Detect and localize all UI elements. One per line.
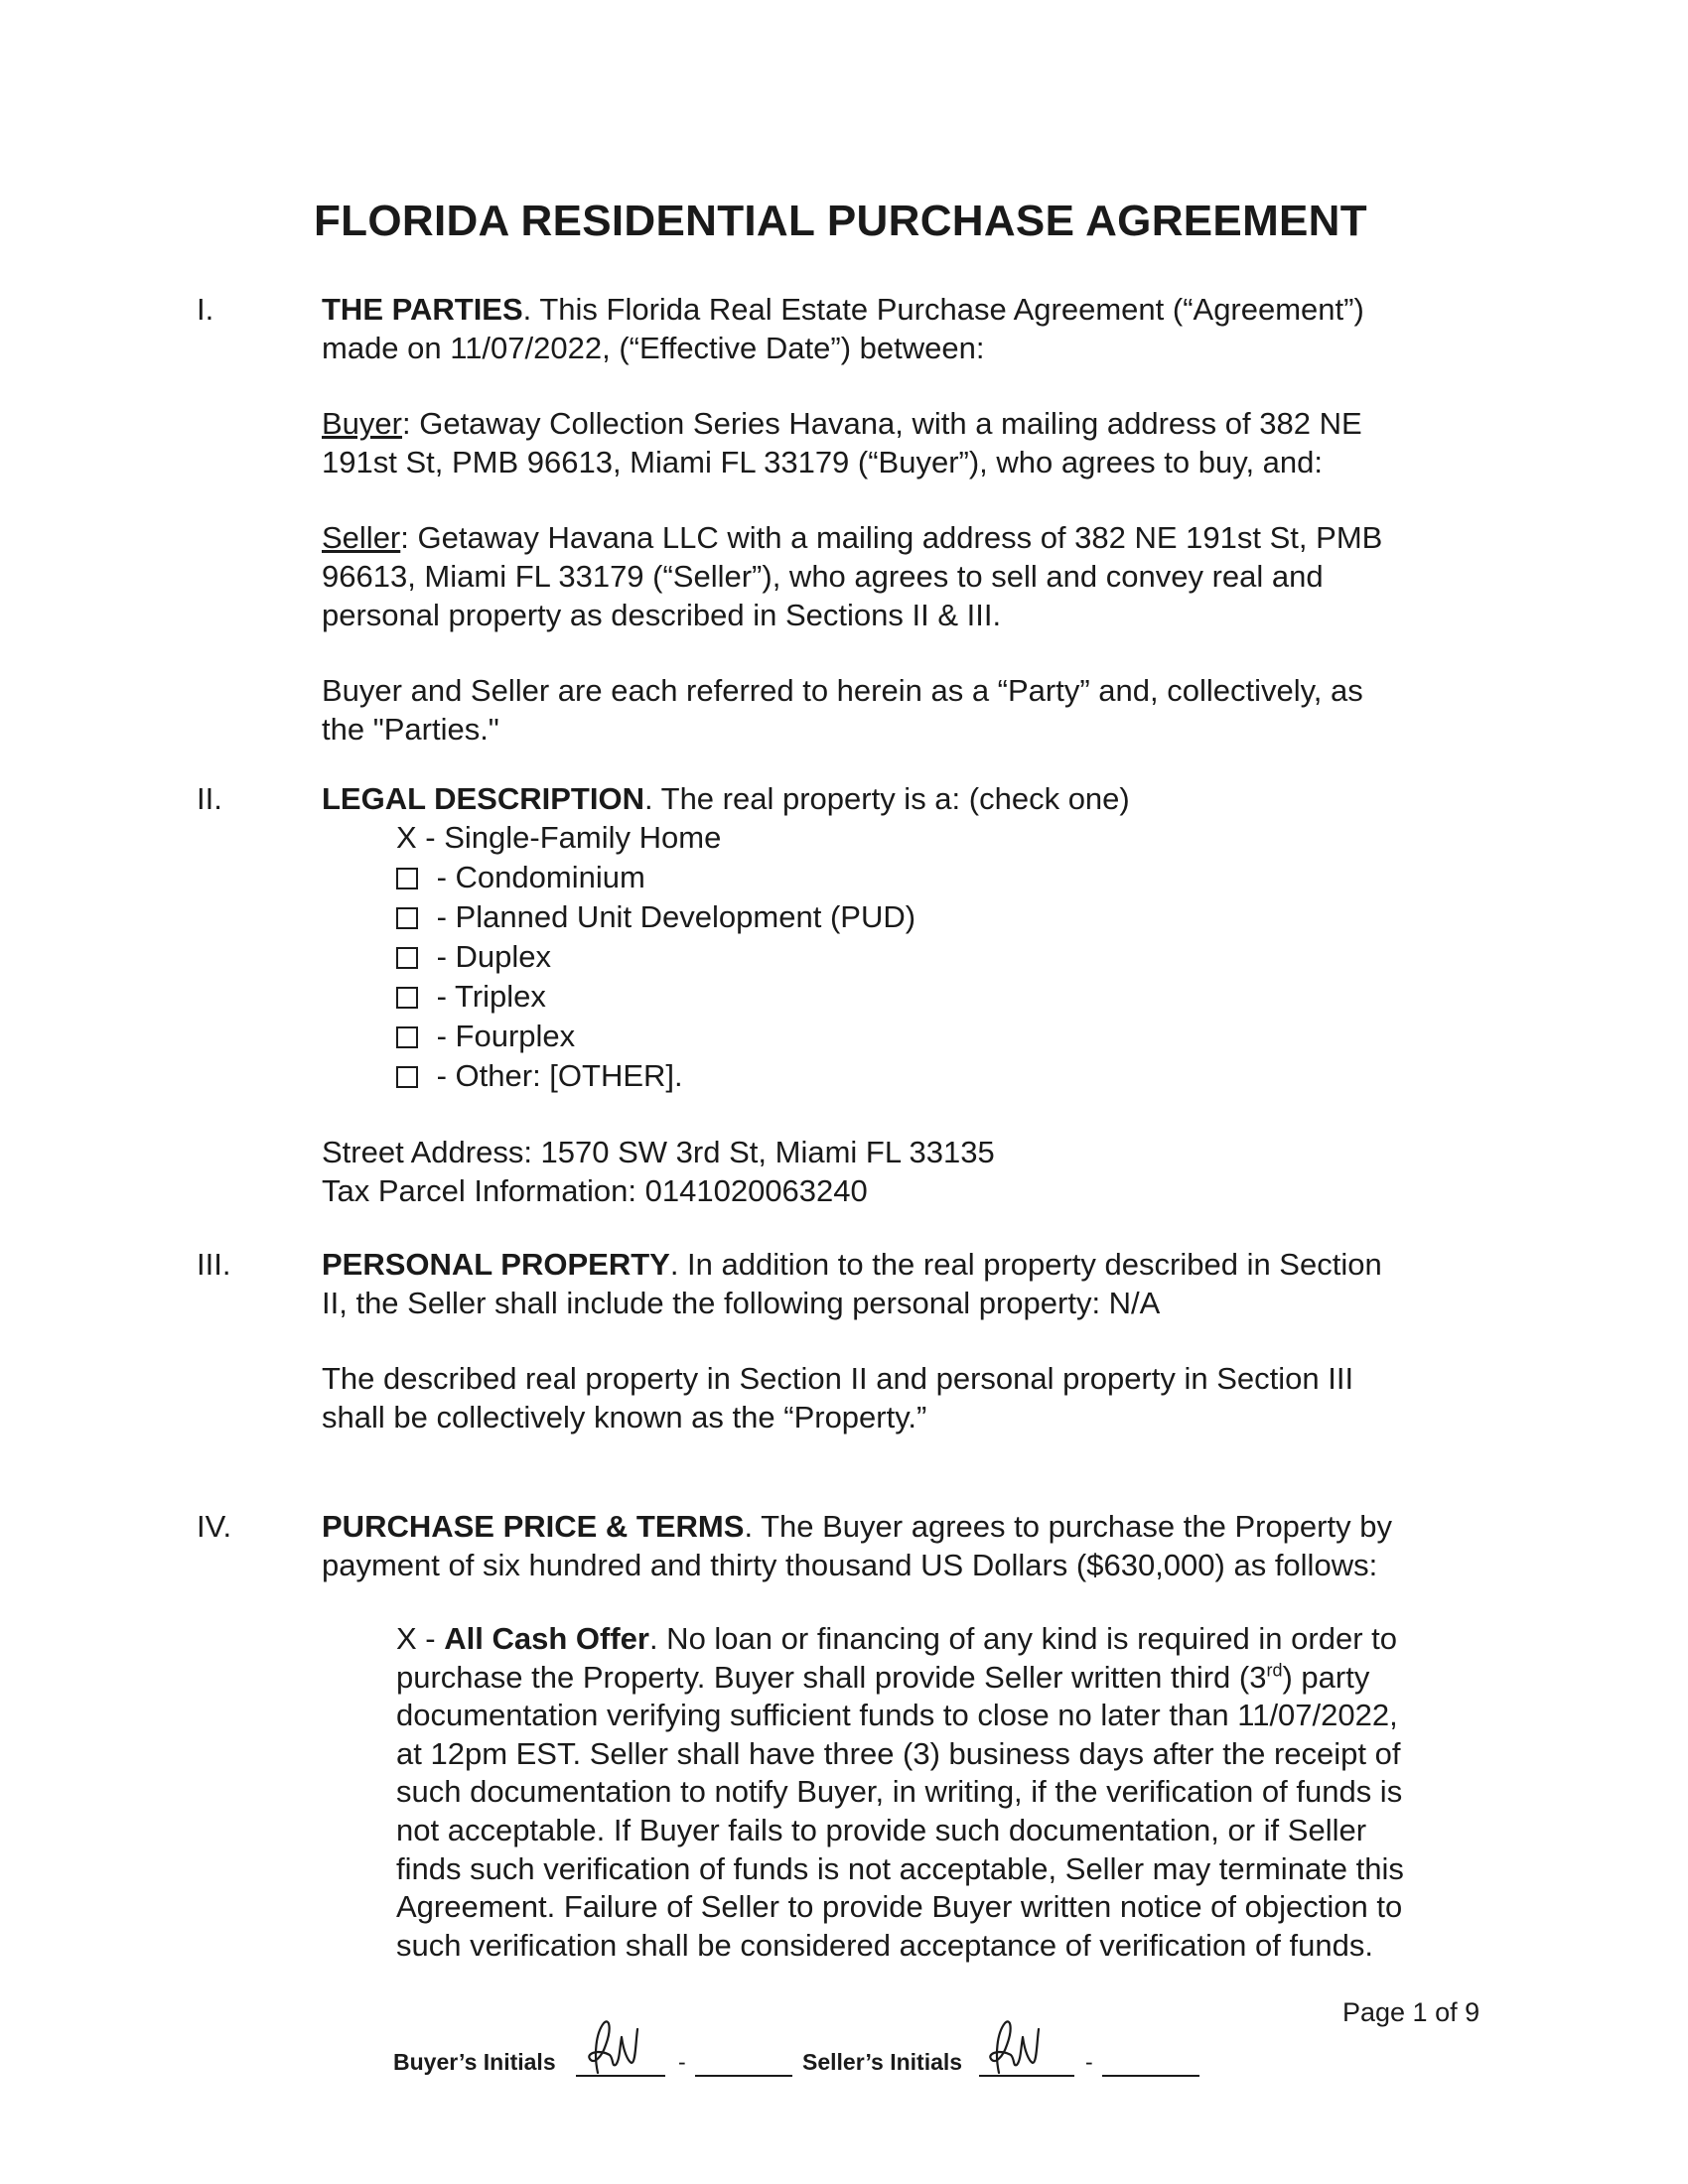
option-label: - Triplex — [428, 979, 546, 1014]
section-text: The described real property in Section II and personal property in Section III — [322, 1361, 1354, 1396]
checkbox-icon — [396, 907, 418, 929]
section-text: payment of six hundred and thirty thousand US Dollars ($630,000) as follows: — [322, 1548, 1378, 1582]
option-label: - Fourplex — [428, 1019, 576, 1053]
buyer-label: Buyer — [322, 406, 402, 441]
initials-separator: - — [678, 2049, 686, 2075]
buyer-initials-line-1[interactable] — [576, 2075, 665, 2077]
cash-offer-text: Agreement. Failure of Seller to provide Buyer written notice of objection to — [396, 1889, 1403, 1925]
property-option-fourplex[interactable] — [396, 1017, 1474, 1056]
buyer-text: 191st St, PMB 96613, Miami FL 33179 (“Buyer”), who agrees to buy, and: — [322, 445, 1323, 479]
section-body — [322, 1507, 1474, 1584]
checked-mark: X — [396, 820, 417, 855]
intro-text: . The real property is a: (check one) — [643, 781, 1130, 816]
seller-text: personal property as described in Sections II & III. — [322, 598, 1002, 632]
checkbox-icon — [396, 868, 418, 889]
document-title: FLORIDA RESIDENTIAL PURCHASE AGREEMENT — [314, 197, 1367, 245]
seller-initials-signature — [979, 2015, 1078, 2075]
cash-offer-text: purchase the Property. Buyer shall provide Seller written third (3 — [396, 1659, 1267, 1695]
cash-offer-text: ) party — [1282, 1659, 1370, 1695]
section-body — [322, 779, 1474, 1210]
all-cash-offer-paragraph — [396, 1620, 1488, 1965]
section-text: . In addition to the real property described in Section — [669, 1247, 1382, 1282]
checkbox-icon — [396, 987, 418, 1009]
section-heading: PURCHASE PRICE & TERMS — [322, 1509, 745, 1544]
cash-offer-text: such verification shall be considered acceptance of verification of funds. — [396, 1927, 1373, 1963]
buyer-text: : Getaway Collection Series Havana, with a mailing address of 382 NE — [401, 406, 1362, 441]
section-body — [322, 290, 1474, 749]
option-label: - Planned Unit Development (PUD) — [428, 899, 916, 934]
cash-offer-text: such documentation to notify Buyer, in writing, if the verification of funds is — [396, 1774, 1403, 1810]
cash-offer-heading: All Cash Offer — [444, 1621, 649, 1656]
superscript: rd — [1266, 1660, 1283, 1681]
option-label: - Other: [OTHER]. — [428, 1058, 683, 1093]
property-option-triplex[interactable] — [396, 977, 1474, 1017]
option-label: - Single-Family Home — [416, 820, 722, 855]
seller-initials-label: Seller’s Initials — [802, 2049, 963, 2075]
buyer-initials-line-2[interactable] — [695, 2075, 792, 2077]
section-text: II, the Seller shall include the following personal property: N/A — [322, 1286, 1161, 1320]
section-body — [322, 1245, 1474, 1436]
section-number: I. — [197, 292, 214, 327]
option-label: - Condominium — [428, 860, 645, 894]
checkbox-icon — [396, 1026, 418, 1048]
seller-text: 96613, Miami FL 33179 (“Seller”), who agrees to sell and convey real and — [322, 559, 1324, 594]
street-address: Street Address: 1570 SW 3rd St, Miami FL 33135 — [322, 1135, 995, 1169]
section-number: IV. — [197, 1509, 232, 1544]
parties-text: Buyer and Seller are each referred to herein as a “Party” and, collectively, as — [322, 673, 1363, 708]
property-option-single-family[interactable] — [396, 818, 1474, 858]
cash-offer-text: finds such verification of funds is not acceptable, Seller may terminate this — [396, 1850, 1404, 1886]
initials-separator: - — [1085, 2049, 1093, 2075]
cash-offer-text: not acceptable. If Buyer fails to provide such documentation, or if Seller — [396, 1812, 1367, 1847]
property-option-pud[interactable] — [396, 897, 1474, 937]
buyer-initials-label: Buyer’s Initials — [393, 2049, 556, 2075]
section-text: . The Buyer agrees to purchase the Property by — [744, 1509, 1392, 1544]
checkbox-icon — [396, 1066, 418, 1088]
section-number: II. — [197, 781, 222, 816]
seller-initials-line-2[interactable] — [1102, 2075, 1199, 2077]
parties-text: the "Parties." — [322, 712, 499, 747]
section-heading: THE PARTIES — [322, 292, 523, 327]
intro-text: made on 11/07/2022, (“Effective Date”) between: — [322, 331, 985, 365]
seller-initials-line-1[interactable] — [979, 2075, 1074, 2077]
tax-parcel: Tax Parcel Information: 0141020063240 — [322, 1173, 868, 1208]
cash-offer-text: at 12pm EST. Seller shall have three (3) business days after the receipt of — [396, 1735, 1401, 1771]
checkbox-icon — [396, 947, 418, 969]
property-option-condominium[interactable] — [396, 858, 1474, 897]
seller-label: Seller — [322, 520, 401, 555]
buyer-initials-signature — [576, 2015, 675, 2075]
seller-text: : Getaway Havana LLC with a mailing address of 382 NE 191st St, PMB — [400, 520, 1383, 555]
section-heading: PERSONAL PROPERTY — [322, 1247, 670, 1282]
property-type-list — [396, 818, 1474, 1096]
section-text: shall be collectively known as the “Property.” — [322, 1400, 927, 1434]
section-number: III. — [197, 1247, 231, 1282]
cash-offer-text: documentation verifying sufficient funds to close no later than 11/07/2022, — [396, 1698, 1398, 1733]
property-option-duplex[interactable] — [396, 937, 1474, 977]
intro-text: . This Florida Real Estate Purchase Agreement (“Agreement”) — [522, 292, 1364, 327]
cash-offer-text: . No loan or financing of any kind is required in order to — [648, 1621, 1397, 1656]
page-number: Page 1 of 9 — [1342, 1997, 1480, 2027]
option-label: - Duplex — [428, 939, 552, 974]
cash-offer-mark: X - — [396, 1621, 445, 1656]
property-option-other[interactable] — [396, 1056, 1474, 1096]
section-heading: LEGAL DESCRIPTION — [322, 781, 644, 816]
